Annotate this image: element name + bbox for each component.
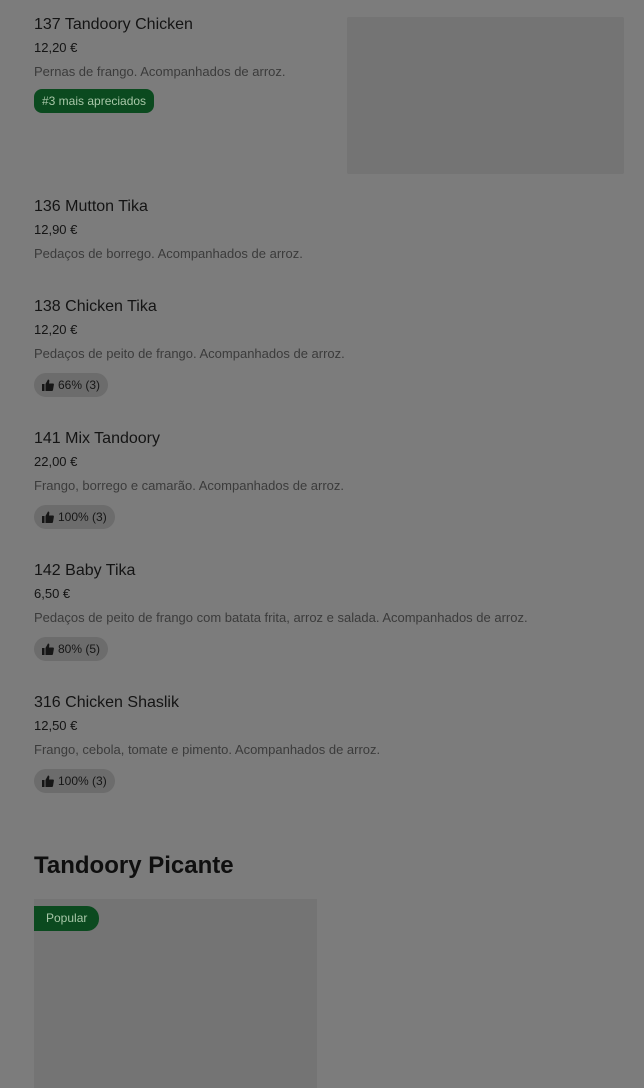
thumbs-up-icon [42,775,54,787]
item-description: Pedaços de peito de frango com batata frita, arroz e salada. Acompanhados de arroz. [34,610,528,625]
menu-item-mix-tandoory[interactable] [34,429,344,529]
menu-item-baby-tika[interactable] [34,561,528,661]
item-description: Frango, borrego e camarão. Acompanhados de arroz. [34,478,345,493]
menu-item-mutton-tika[interactable] [34,197,303,263]
item-description: Pedaços de peito de frango. Acompanhados de arroz. [34,346,345,361]
rating-badge [34,769,115,793]
item-title: 141 Mix Tandoory [34,430,160,447]
top-rated-badge: #3 mais apreciados [34,89,154,113]
menu-item-chicken-shaslik[interactable] [34,693,380,793]
rating-badge [34,505,115,529]
item-title: 136 Mutton Tika [34,198,148,215]
menu-item-tandoory-chicken[interactable] [34,15,286,113]
thumbs-up-icon [42,379,54,391]
item-title: 142 Baby Tika [34,562,136,579]
rating-text: 100% (3) [58,774,107,788]
item-description: Pedaços de borrego. Acompanhados de arroz. [34,246,303,261]
rating-badge [34,637,108,661]
item-price: 22,00 € [34,454,78,469]
item-description: Frango, cebola, tomate e pimento. Acompanhados de arroz. [34,742,381,757]
rating-text: 100% (3) [58,510,107,524]
item-price: 12,90 € [34,222,78,237]
section-title: Tandoory Picante [34,852,234,879]
thumbs-up-icon [42,511,54,523]
popular-badge: Popular [34,906,99,931]
rating-text: 80% (5) [58,642,101,656]
rating-text: 66% (3) [58,378,101,392]
item-price: 12,20 € [34,322,78,337]
item-description: Pernas de frango. Acompanhados de arroz. [34,64,286,79]
item-image[interactable] [347,17,624,174]
item-price: 12,20 € [34,40,78,55]
item-price: 12,50 € [34,718,78,733]
menu-item-chicken-tika[interactable] [34,297,345,397]
item-title: 316 Chicken Shaslik [34,694,179,711]
rating-badge [34,373,108,397]
item-price: 6,50 € [34,586,71,601]
item-title: 137 Tandoory Chicken [34,16,193,33]
thumbs-up-icon [42,643,54,655]
item-title: 138 Chicken Tika [34,298,157,315]
